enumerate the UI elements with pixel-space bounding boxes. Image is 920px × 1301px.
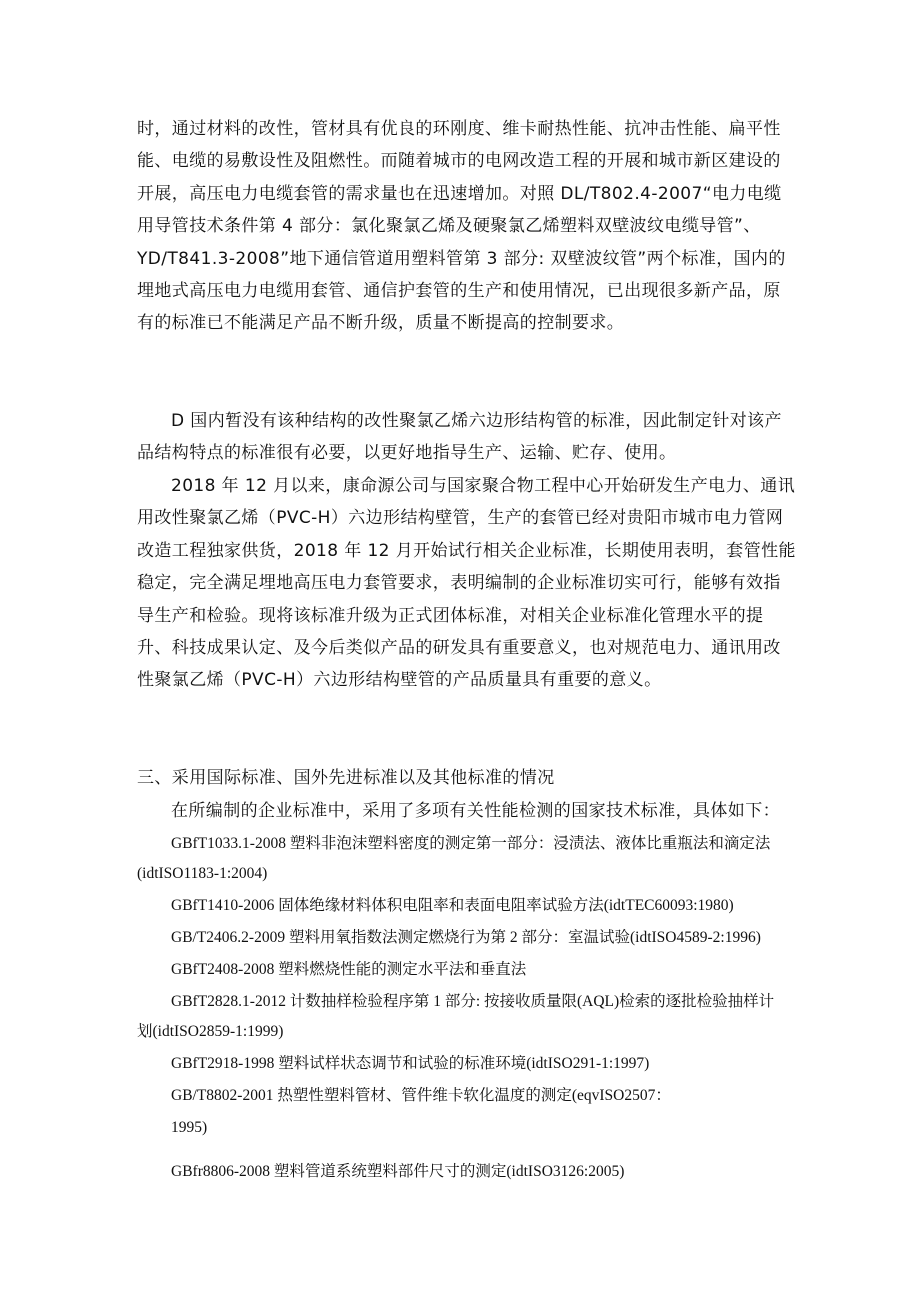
- section-heading: [137, 762, 797, 794]
- standard-item: [137, 890, 797, 922]
- paragraph-background: [137, 113, 797, 340]
- standard-text: GBfT2408-2008 塑料燃烧性能的测定水平法和垂直法: [171, 961, 527, 978]
- standard-text: GBfT2918-1998 塑料试样状态调节和试验的标准环境(idtISO291-1:1997): [171, 1055, 650, 1072]
- paragraph-no-standard: [137, 405, 797, 470]
- paragraph-text: 2018 年 12 月以来，康命源公司与国家聚合物工程中心开始研发生产电力、通讯用改性聚氯乙烯（PVC-H）六边形结构壁管，生产的套管已经对贵阳市城市电力管网改造工程独家供货，2018 年 12 月开始试行相关企业标准，长期使用表明，套管性能稳定，完全满足埋地高压电力套管要求，表明编制的企业标准切实可行，能够有效指导生产和检验。现将该标准升级为正式团体标准，对相关企业标准化管理水平的提升、科技成果认定、及今后类似产品的研发具有重要意义，也对规范电力、通讯用改性聚氯乙烯（PVC-H）六边形结构壁管的产品质量具有重要的意义。: [137, 476, 796, 691]
- standard-text: GB/T2406.2-2009 塑料用氧指数法测定燃烧行为第 2 部分：室温试验(idtISO4589-2:1996): [171, 929, 761, 946]
- standard-item: [137, 986, 797, 1048]
- standard-text-continued: 划(idtISO2859-1:1999): [137, 1023, 284, 1040]
- standard-text: GB/T8802-2001 热塑性塑料管材、管件维卡软化温度的测定(eqvISO2507：: [171, 1087, 671, 1104]
- standard-item: [137, 954, 797, 986]
- standard-text: GBfT1410-2006 固体绝缘材料体积电阻率和表面电阻率试验方法(idtTEC60093:1980): [171, 897, 734, 914]
- standard-text: GBfT2828.1-2012 计数抽样检验程序第 1 部分: 按接收质量限(AQL)检索的逐批检验抽样计: [171, 993, 775, 1010]
- standard-item: [137, 828, 797, 890]
- standards-intro-text: 在所编制的企业标准中，采用了多项有关性能检测的国家技术标准，具体如下：: [171, 801, 780, 821]
- paragraph-development: [137, 470, 797, 697]
- standard-item: [137, 922, 797, 954]
- standard-item: [137, 1080, 797, 1144]
- standard-text: GBfT1033.1-2008 塑料非泡沫塑料密度的测定第一部分：浸渍法、液体比重瓶法和滴定法: [171, 835, 771, 852]
- standard-item: [137, 1156, 797, 1188]
- paragraph-text: 时，通过材料的改性，管材具有优良的环刚度、维卡耐热性能、抗冲击性能、扁平性能、电缆的易敷设性及阻燃性。而随着城市的电网改造工程的开展和城市新区建设的开展，高压电力电缆套管的需求量也在迅速增加。对照 DL/T802.4-2007“电力电缆用导管技术条件第 4 部分：氯化聚氯乙烯及硬聚氯乙烯塑料双壁波纹电缆导管”、YD/T841.3-2008”地下通信管道用塑料管第 3 部分: 双壁波纹管”两个标准，国内的埋地式高压电力电缆用套管、通信护套管的生产和使用情况，已出现很多新产品，原有的标准已不能满足产品不断升级，质量不断提高的控制要求。: [137, 119, 786, 334]
- standard-text: GBfr8806-2008 塑料管道系统塑料部件尺寸的测定(idtISO3126:2005): [171, 1163, 625, 1180]
- standard-text-continued: (idtISO1183-1:2004): [137, 865, 268, 882]
- standard-item: [137, 1048, 797, 1080]
- standards-list: [137, 828, 797, 1188]
- section-heading-text: 三、采用国际标准、国外先进标准以及其他标准的情况: [137, 768, 555, 788]
- standard-text-continued: 1995): [171, 1119, 208, 1136]
- standards-intro: [171, 795, 831, 827]
- paragraph-text: D 国内暂没有该种结构的改性聚氯乙烯六边形结构管的标准，因此制定针对该产品结构特点的标准很有必要，以更好地指导生产、运输、贮存、使用。: [137, 411, 782, 464]
